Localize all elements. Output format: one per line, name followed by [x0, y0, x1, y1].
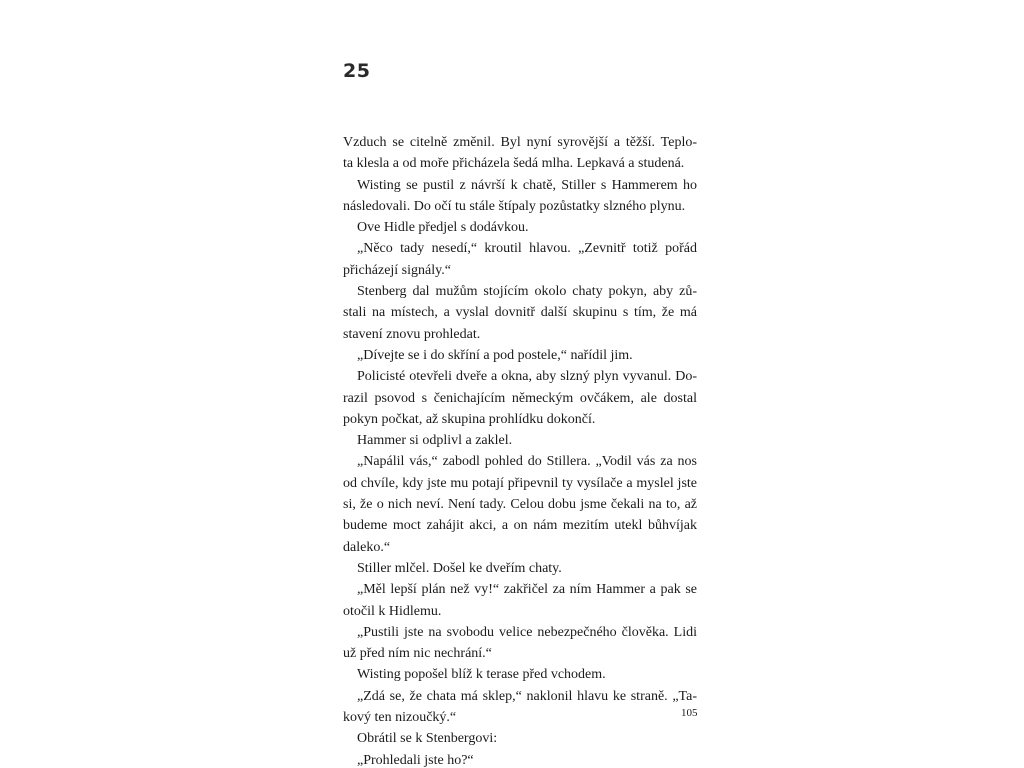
text-line: Stenberg dal mužům stojícím okolo chaty pokyn, aby zů- — [357, 284, 697, 300]
page-number: 105 — [681, 707, 698, 719]
text-line: Hammer si odplivl a zaklel. — [357, 433, 513, 449]
text-line: přicházejí signály.“ — [343, 262, 451, 278]
chapter-number: 25 — [343, 60, 371, 82]
text-line: Obrátil se k Stenbergovi: — [357, 731, 498, 747]
text-line: Wisting se pustil z návrší k chatě, Stiller s Hammerem ho — [357, 177, 697, 193]
text-line: „Prohledali jste ho?“ — [357, 752, 474, 768]
text-line: budeme moct zahájit akci, a on nám mezitím utekl bůhvíjak — [343, 518, 697, 534]
text-line: stavení znovu prohledat. — [343, 326, 481, 342]
text-line: „Dívejte se i do skříní a pod postele,“ nařídil jim. — [357, 347, 633, 363]
text-line: Policisté otevřeli dveře a okna, aby slzný plyn vyvanul. Do- — [357, 369, 697, 385]
text-line: „Pustili jste na svobodu velice nebezpečného člověka. Lidi — [357, 624, 697, 640]
text-line: ta klesla a od moře přicházela šedá mlha. Lepkavá a studená. — [343, 156, 685, 172]
text-line: „Měl lepší plán než vy!“ zakřičel za ním Hammer a pak se — [357, 582, 697, 598]
text-line: razil psovod s čenichajícím německým ovčákem, ale dostal — [343, 390, 697, 406]
text-line: Stiller mlčel. Došel ke dveřím chaty. — [357, 560, 562, 576]
body-text — [343, 132, 697, 768]
text-line: otočil k Hidlemu. — [343, 603, 442, 619]
text-line: „Napálil vás,“ zabodl pohled do Stillera. „Vodil vás za nos — [357, 454, 697, 470]
text-line: od chvíle, kdy jste mu potají připevnil ty vysílače a myslel jste — [343, 475, 697, 491]
text-line: pokyn počkat, až skupina prohlídku dokončí. — [343, 411, 596, 427]
text-line: už před ním nic nechrání.“ — [343, 646, 492, 662]
text-line: Wisting popošel blíž k terase před vchodem. — [357, 667, 606, 683]
text-line: Ove Hidle předjel s dodávkou. — [357, 220, 529, 236]
text-line: Vzduch se citelně změnil. Byl nyní syrovější a těžší. Teplo- — [343, 135, 697, 150]
text-line: „Něco tady nesedí,“ kroutil hlavou. „Zevnitř totiž pořád — [357, 241, 697, 257]
text-line: si, že o nich neví. Není tady. Celou dobu jsme čekali na to, až — [343, 497, 697, 513]
text-line: kový ten nizoučký.“ — [343, 710, 457, 726]
text-line: „Zdá se, že chata má sklep,“ naklonil hlavu ke straně. „Ta- — [357, 688, 697, 704]
text-line: daleko.“ — [343, 539, 391, 555]
text-line: stali na místech, a vyslal dovnitř další skupinu s tím, že má — [343, 305, 697, 321]
text-line: následovali. Do očí tu stále štípaly pozůstatky slzného plynu. — [343, 198, 686, 214]
